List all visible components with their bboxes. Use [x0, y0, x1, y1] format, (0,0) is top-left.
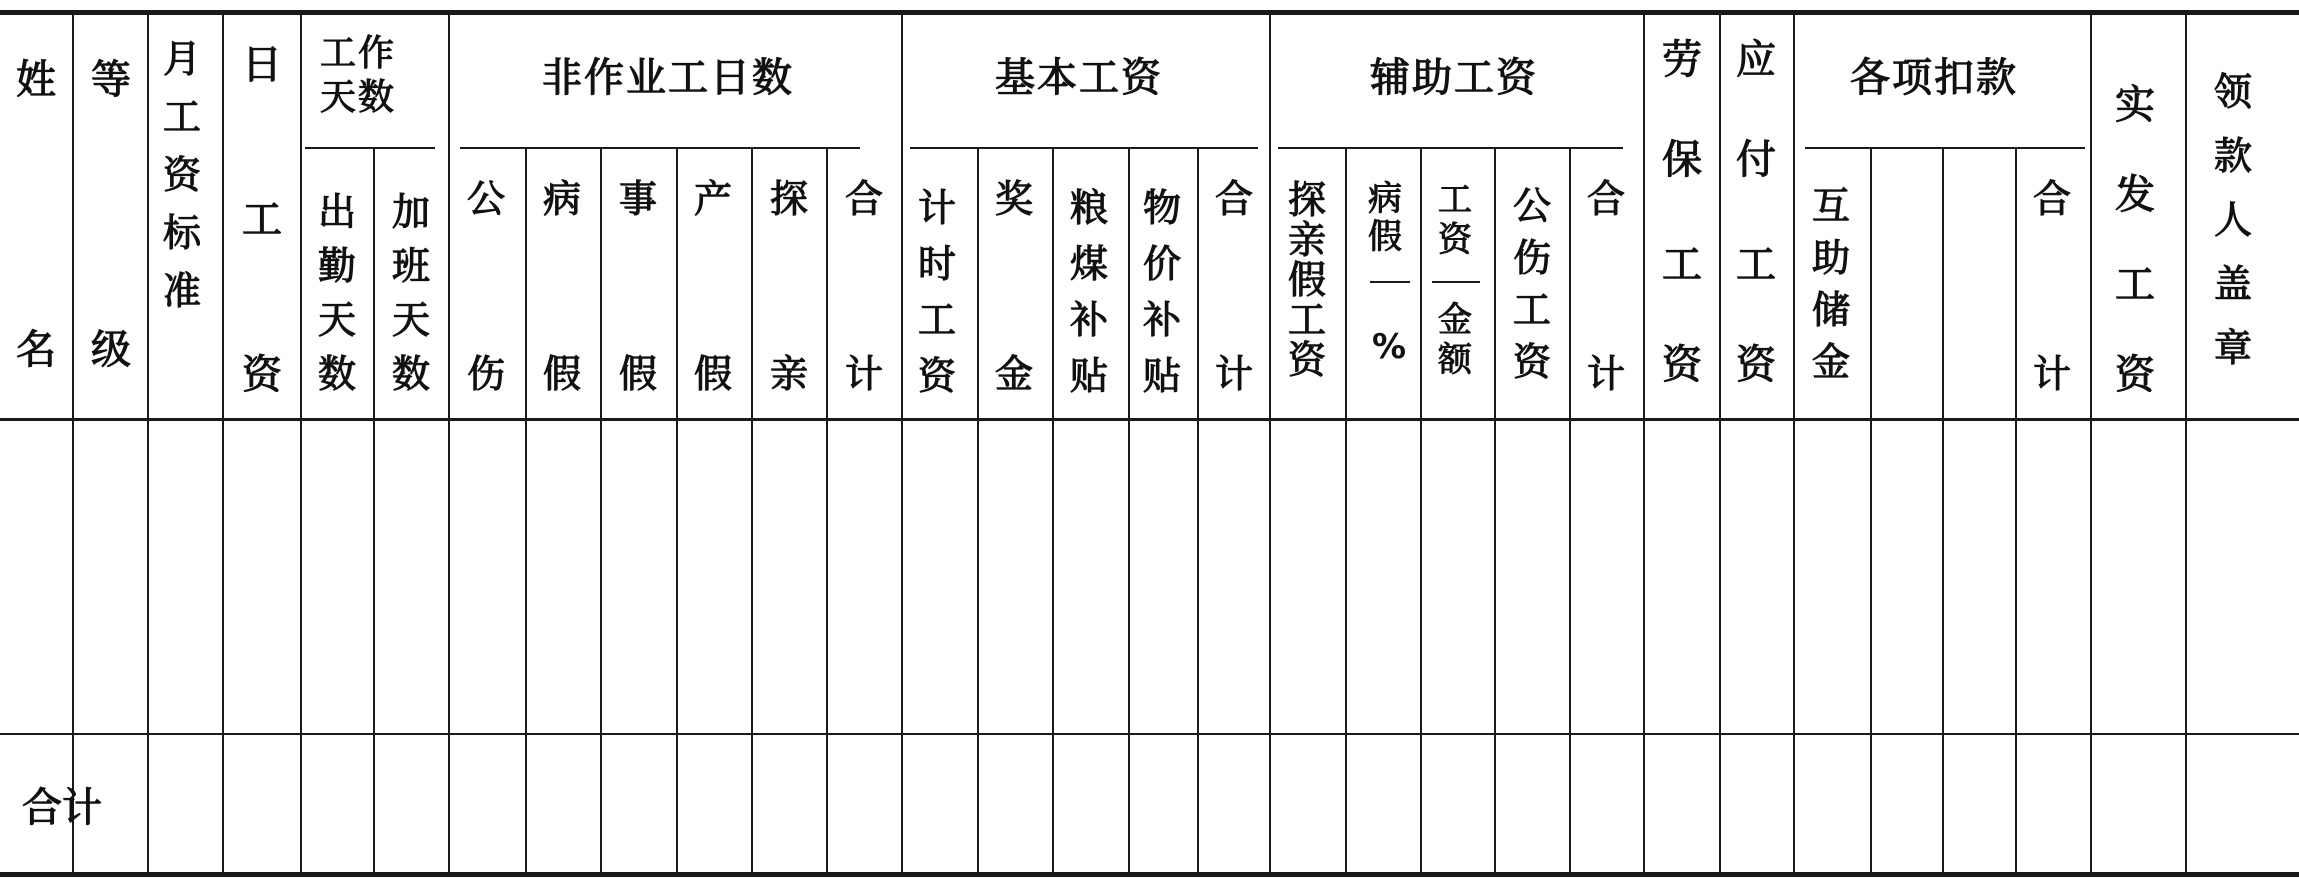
nonwork-subline — [460, 147, 860, 149]
signature-header: 领款人盖章 — [2214, 70, 2253, 370]
sub-col-line — [600, 148, 602, 874]
nonwork-col-homeleave-bottom: 亲 — [770, 352, 809, 396]
nonwork-col-sick-bottom: 假 — [543, 352, 582, 396]
sub-col-line — [1870, 148, 1872, 874]
amount-fraction-line — [1432, 281, 1480, 283]
sub-col-line — [751, 148, 753, 874]
sub-col-line — [676, 148, 678, 874]
sub-col-line — [2015, 148, 2017, 874]
deduct-col-total-top: 合 — [2033, 177, 2072, 221]
nonwork-col-personal-top: 事 — [619, 177, 658, 221]
aux-col-total-top: 合 — [1587, 177, 1626, 221]
col-line — [222, 14, 224, 874]
nonwork-col-maternity-top: 产 — [694, 177, 733, 221]
nonwork-col-maternity-bottom: 假 — [694, 352, 733, 396]
basic-col-time-wage: 计时工资 — [918, 186, 957, 398]
aux-col-home-leave-wage: 探亲假工资 — [1288, 178, 1327, 382]
sub-col-line — [1128, 148, 1130, 874]
deduct-col-total-bottom: 计 — [2033, 352, 2072, 396]
sub-col-line — [1420, 148, 1422, 874]
aux-col-amount-bottom: 金额 — [1438, 300, 1472, 380]
workdays-col-overtime: 加班天数 — [392, 190, 431, 396]
col-line — [1643, 14, 1645, 874]
labor-insurance-header-top: 劳 — [1662, 37, 1702, 83]
col-line — [72, 14, 74, 874]
col-line — [901, 14, 903, 874]
monthly-wage-standard-header: 月工资标准 — [163, 37, 202, 313]
sub-col-line — [1345, 148, 1347, 874]
basic-col-grain-coal-subsidy: 粮煤补贴 — [1070, 186, 1109, 398]
workdays-col-attendance: 出勤天数 — [318, 190, 357, 396]
payable-wage-header-top: 应 — [1736, 37, 1776, 83]
nonwork-col-sick-top: 病 — [543, 177, 582, 221]
top-border — [0, 10, 2299, 15]
sub-col-line — [373, 148, 375, 874]
basic-col-total-top: 合 — [1215, 177, 1254, 221]
aux-col-sick-bottom: % — [1372, 327, 1407, 367]
nonwork-col-total-top: 合 — [845, 177, 884, 221]
nonwork-col-injury-top: 公 — [467, 177, 506, 221]
sub-col-line — [1197, 148, 1199, 874]
deductions-group-header: 各项扣款 — [1850, 55, 2018, 101]
basic-wage-group-header: 基本工资 — [995, 55, 1163, 101]
total-row-label: 合计 — [22, 785, 102, 831]
sub-col-line — [826, 148, 828, 874]
grade-header-bottom: 级 — [91, 327, 131, 373]
workdays-group-header: 工作天数 — [320, 33, 397, 118]
basic-col-total-bottom: 计 — [1215, 352, 1254, 396]
nonwork-col-total-bottom: 计 — [845, 352, 884, 396]
aux-col-injury-wage: 公伤工资 — [1513, 184, 1552, 384]
workdays-subline — [305, 147, 435, 149]
sick-fraction-line — [1370, 281, 1410, 283]
aux-col-amount-top: 工资 — [1438, 180, 1472, 260]
nonwork-group-header: 非作业工日数 — [542, 55, 794, 101]
nonwork-col-personal-bottom: 假 — [619, 352, 658, 396]
col-line — [448, 14, 450, 874]
nonwork-col-homeleave-top: 探 — [770, 177, 809, 221]
col-line — [2090, 14, 2092, 874]
col-line — [1269, 14, 1271, 874]
aux-wage-group-header: 辅助工资 — [1370, 55, 1538, 101]
labor-insurance-header-mid1: 保 — [1662, 137, 1702, 183]
daily-wage-header-mid: 工 — [242, 197, 282, 243]
total-row-line — [0, 733, 2299, 735]
sub-col-line — [1052, 148, 1054, 874]
sub-col-line — [525, 148, 527, 874]
labor-insurance-header-mid2: 工 — [1662, 242, 1702, 288]
net-pay-header: 实发工资 — [2115, 82, 2155, 398]
sub-col-line — [1494, 148, 1496, 874]
labor-insurance-header-bottom: 资 — [1662, 342, 1702, 388]
daily-wage-header-top: 日 — [242, 42, 282, 88]
col-line — [147, 14, 149, 874]
daily-wage-header-bottom: 资 — [242, 352, 282, 398]
basic-subline — [910, 147, 1258, 149]
payable-wage-header-mid2: 工 — [1736, 242, 1776, 288]
header-bottom-border — [0, 418, 2299, 421]
name-header-bottom: 名 — [16, 327, 56, 373]
payable-wage-header-bottom: 资 — [1736, 342, 1776, 388]
nonwork-col-injury-bottom: 伤 — [467, 352, 506, 396]
aux-col-sick-top: 病假 — [1368, 179, 1402, 257]
sub-col-line — [977, 148, 979, 874]
sub-col-line — [1569, 148, 1571, 874]
col-line — [1719, 14, 1721, 874]
basic-col-bonus-bottom: 金 — [995, 352, 1034, 396]
deduct-col-mutual-savings: 互助储金 — [1812, 184, 1851, 384]
sub-col-line — [1942, 148, 1944, 874]
basic-col-bonus-top: 奖 — [995, 177, 1034, 221]
col-line — [1793, 14, 1795, 874]
aux-subline — [1278, 147, 1623, 149]
bottom-border — [0, 872, 2299, 877]
name-header-top: 姓 — [16, 57, 56, 103]
deduct-subline — [1805, 147, 2085, 149]
aux-col-total-bottom: 计 — [1587, 352, 1626, 396]
basic-col-price-subsidy: 物价补贴 — [1143, 186, 1182, 398]
grade-header-top: 等 — [91, 57, 131, 103]
col-line — [300, 14, 302, 874]
payable-wage-header-mid1: 付 — [1736, 137, 1776, 183]
col-line — [2185, 14, 2187, 874]
